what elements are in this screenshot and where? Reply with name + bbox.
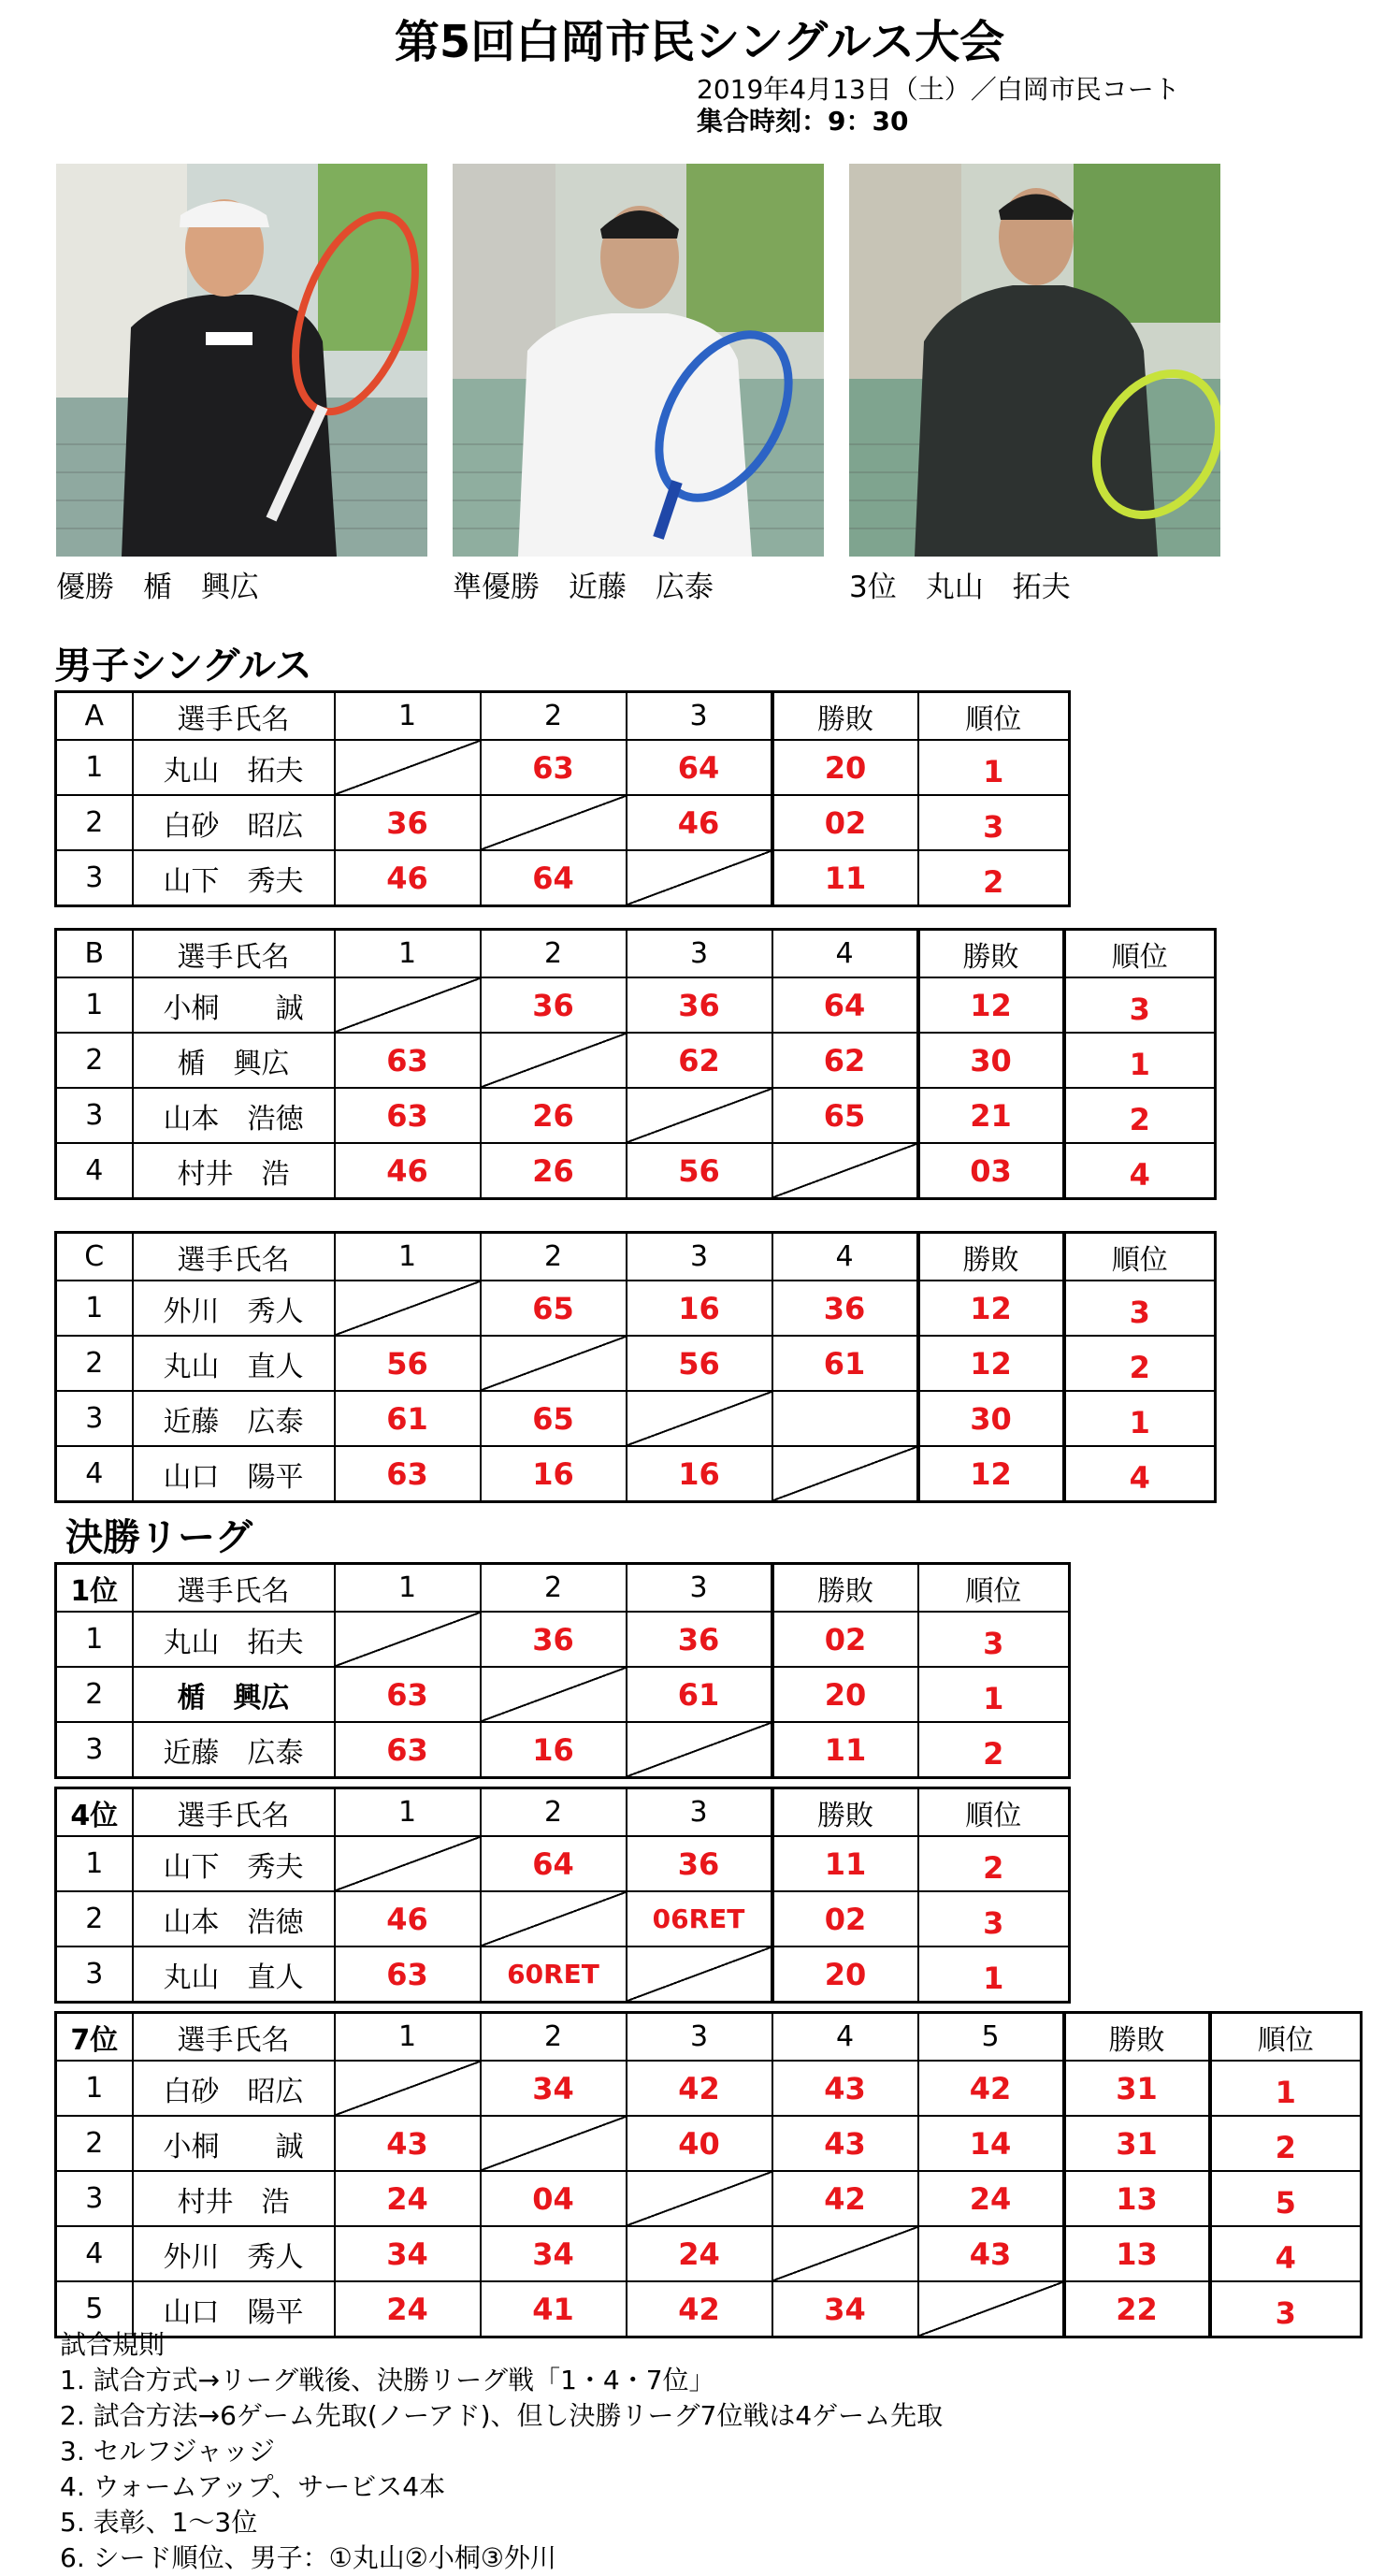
score-cell: 56 (335, 1336, 481, 1391)
diagonal-cell (481, 1336, 627, 1391)
diagonal-cell (481, 1891, 627, 1946)
win-loss-cell: 30 (918, 1391, 1064, 1446)
rule-item: 3. セルフジャッジ (60, 2436, 275, 2467)
page-title: 第5回白岡市民シングルス大会 (394, 16, 1005, 68)
runner-up-photo (453, 164, 824, 557)
player-name: 楯 興広 (133, 1667, 335, 1722)
runner-up-caption: 準優勝 近藤 広泰 (453, 571, 714, 604)
score-cell: 61 (335, 1391, 481, 1446)
rank-cell: 1 (1064, 1391, 1216, 1446)
group-label: C (56, 1233, 133, 1281)
score-cell: 41 (481, 2281, 627, 2337)
player-name: 山下 秀夫 (133, 850, 335, 906)
score-cell: 63 (481, 740, 627, 795)
player-name: 丸山 拓夫 (133, 740, 335, 795)
third-place-caption: 3位 丸山 拓夫 (849, 571, 1071, 604)
score-cell: 43 (918, 2226, 1064, 2281)
group-label: 4位 (56, 1788, 133, 1837)
score-cell: 63 (335, 1946, 481, 2003)
header-col: 1 (335, 1564, 481, 1613)
score-cell: 36 (481, 1612, 627, 1667)
table-row (56, 740, 1070, 795)
win-loss-cell: 31 (1064, 2061, 1210, 2116)
diagonal-cell (627, 1722, 772, 1778)
player-name: 村井 浩 (133, 2171, 335, 2226)
group-label: B (56, 930, 133, 978)
mens-singles-heading: 男子シングルス (54, 644, 312, 687)
win-loss-cell: 03 (918, 1143, 1064, 1199)
table-row (56, 1391, 1216, 1446)
diagonal-cell (335, 740, 481, 795)
header-col: 3 (627, 1788, 772, 1837)
win-loss-cell: 11 (772, 1836, 918, 1891)
header-col: 3 (627, 930, 772, 978)
score-cell: 16 (627, 1281, 772, 1336)
final-4th-table (54, 1787, 1071, 2004)
league-b-table (54, 928, 1217, 1200)
header-col: 1 (335, 2013, 481, 2062)
rank-cell: 1 (918, 740, 1070, 795)
score-cell: 06RET (627, 1891, 772, 1946)
header-col: 1 (335, 930, 481, 978)
score-cell (772, 1391, 918, 1446)
table-row (56, 850, 1070, 906)
win-loss-cell: 20 (772, 740, 918, 795)
rules-heading: 試合規則 (60, 2329, 166, 2360)
table-row (56, 1088, 1216, 1143)
score-cell: 65 (481, 1391, 627, 1446)
win-loss-cell: 13 (1064, 2226, 1210, 2281)
third-place-photo (849, 164, 1220, 557)
table-row (56, 1667, 1070, 1722)
row-no: 2 (56, 2116, 133, 2171)
group-label: 1位 (56, 1564, 133, 1613)
header-rank: 順位 (1064, 1233, 1216, 1281)
score-cell: 14 (918, 2116, 1064, 2171)
table-row (56, 1336, 1216, 1391)
table-header-row (56, 1564, 1070, 1613)
score-cell: 63 (335, 1446, 481, 1502)
header-wl: 勝敗 (918, 930, 1064, 978)
table-row (56, 977, 1216, 1033)
score-cell: 46 (335, 850, 481, 906)
player-name: 山本 浩徳 (133, 1088, 335, 1143)
score-cell: 65 (772, 1088, 918, 1143)
row-no: 1 (56, 977, 133, 1033)
score-cell: 36 (627, 1836, 772, 1891)
rank-cell: 4 (1064, 1143, 1216, 1199)
rank-cell: 3 (1064, 977, 1216, 1033)
player-name: 楯 興広 (133, 1033, 335, 1088)
header-wl: 勝敗 (918, 1233, 1064, 1281)
player-name: 山口 陽平 (133, 2281, 335, 2337)
win-loss-cell: 02 (772, 1612, 918, 1667)
row-no: 1 (56, 1836, 133, 1891)
row-no: 2 (56, 1891, 133, 1946)
table-row (56, 2226, 1362, 2281)
header-rank: 順位 (1064, 930, 1216, 978)
rank-cell: 2 (918, 1836, 1070, 1891)
score-cell: 24 (335, 2171, 481, 2226)
player-name: 丸山 直人 (133, 1336, 335, 1391)
diagonal-cell (335, 1612, 481, 1667)
score-cell: 16 (481, 1722, 627, 1778)
header-col: 1 (335, 692, 481, 741)
score-cell: 16 (627, 1446, 772, 1502)
player-name: 近藤 広泰 (133, 1722, 335, 1778)
table-header-row (56, 2013, 1362, 2062)
score-cell: 56 (627, 1143, 772, 1199)
row-no: 2 (56, 1033, 133, 1088)
rank-cell: 3 (1210, 2281, 1362, 2337)
rank-cell: 5 (1210, 2171, 1362, 2226)
score-cell: 24 (335, 2281, 481, 2337)
score-cell: 62 (772, 1033, 918, 1088)
diagonal-cell (627, 850, 772, 906)
row-no: 4 (56, 1446, 133, 1502)
player-name: 白砂 昭広 (133, 795, 335, 850)
score-cell: 64 (772, 977, 918, 1033)
score-cell: 65 (481, 1281, 627, 1336)
row-no: 4 (56, 2226, 133, 2281)
header-col: 2 (481, 1233, 627, 1281)
table-header-row (56, 692, 1070, 741)
header-col: 2 (481, 1564, 627, 1613)
diagonal-cell (627, 1088, 772, 1143)
table-header-row (56, 1788, 1070, 1837)
table-row (56, 2116, 1362, 2171)
header-col: 3 (627, 1564, 772, 1613)
assembly-time: 集合時刻：9：30 (697, 106, 909, 137)
header-col: 2 (481, 692, 627, 741)
header-name: 選手氏名 (133, 930, 335, 978)
header-col: 1 (335, 1233, 481, 1281)
table-row (56, 2171, 1362, 2226)
header-rank: 順位 (1210, 2013, 1362, 2062)
header-col: 3 (627, 2013, 772, 2062)
header-col: 3 (627, 1233, 772, 1281)
winner-caption: 優勝 楯 興広 (56, 571, 259, 604)
header-name: 選手氏名 (133, 1564, 335, 1613)
diagonal-cell (627, 1391, 772, 1446)
score-cell: 63 (335, 1088, 481, 1143)
win-loss-cell: 12 (918, 1281, 1064, 1336)
score-cell: 43 (772, 2061, 918, 2116)
diagonal-cell (335, 977, 481, 1033)
event-date-venue: 2019年4月13日（土）／白岡市民コート (697, 74, 1180, 105)
player-name: 近藤 広泰 (133, 1391, 335, 1446)
score-cell: 24 (918, 2171, 1064, 2226)
score-cell: 34 (335, 2226, 481, 2281)
diagonal-cell (481, 795, 627, 850)
table-row (56, 1836, 1070, 1891)
rank-cell: 2 (1210, 2116, 1362, 2171)
row-no: 3 (56, 850, 133, 906)
score-cell: 46 (335, 1891, 481, 1946)
diagonal-cell (481, 1667, 627, 1722)
final-league-heading: 決勝リーグ (65, 1516, 252, 1559)
score-cell: 16 (481, 1446, 627, 1502)
rank-cell: 3 (918, 795, 1070, 850)
score-cell: 26 (481, 1143, 627, 1199)
player-name: 山下 秀夫 (133, 1836, 335, 1891)
table-row (56, 1446, 1216, 1502)
score-cell: 46 (335, 1143, 481, 1199)
final-7th-table (54, 2011, 1363, 2338)
group-label: A (56, 692, 133, 741)
score-cell: 63 (335, 1722, 481, 1778)
header-col: 4 (772, 930, 918, 978)
win-loss-cell: 13 (1064, 2171, 1210, 2226)
win-loss-cell: 11 (772, 1722, 918, 1778)
score-cell: 42 (627, 2281, 772, 2337)
score-cell: 64 (481, 850, 627, 906)
header-rank: 順位 (918, 1788, 1070, 1837)
table-row (56, 1281, 1216, 1336)
table-row (56, 795, 1070, 850)
header-col: 2 (481, 930, 627, 978)
header-name: 選手氏名 (133, 1233, 335, 1281)
diagonal-cell (335, 1281, 481, 1336)
win-loss-cell: 12 (918, 977, 1064, 1033)
player-name: 丸山 拓夫 (133, 1612, 335, 1667)
row-no: 3 (56, 1722, 133, 1778)
header-col: 3 (627, 692, 772, 741)
win-loss-cell: 12 (918, 1336, 1064, 1391)
league-c-table (54, 1231, 1217, 1503)
player-name: 村井 浩 (133, 1143, 335, 1199)
header-wl: 勝敗 (772, 1564, 918, 1613)
score-cell: 36 (481, 977, 627, 1033)
diagonal-cell (772, 2226, 918, 2281)
score-cell: 64 (627, 740, 772, 795)
header-col: 4 (772, 1233, 918, 1281)
row-no: 4 (56, 1143, 133, 1199)
win-loss-cell: 02 (772, 1891, 918, 1946)
win-loss-cell: 21 (918, 1088, 1064, 1143)
rule-item: 4. ウォームアップ、サービス4本 (60, 2471, 446, 2502)
diagonal-cell (627, 1946, 772, 2003)
match-rules (60, 2327, 943, 2576)
rank-cell: 1 (918, 1667, 1070, 1722)
player-name: 丸山 直人 (133, 1946, 335, 2003)
player-name: 小桐 誠 (133, 977, 335, 1033)
header-name: 選手氏名 (133, 1788, 335, 1837)
win-loss-cell: 12 (918, 1446, 1064, 1502)
score-cell: 40 (627, 2116, 772, 2171)
player-name: 山本 浩徳 (133, 1891, 335, 1946)
score-cell: 60RET (481, 1946, 627, 2003)
rank-cell: 2 (918, 1722, 1070, 1778)
row-no: 1 (56, 740, 133, 795)
table-row (56, 1722, 1070, 1778)
win-loss-cell: 20 (772, 1667, 918, 1722)
diagonal-cell (335, 1836, 481, 1891)
score-cell: 63 (335, 1033, 481, 1088)
score-cell: 36 (627, 977, 772, 1033)
score-cell: 62 (627, 1033, 772, 1088)
row-no: 1 (56, 1612, 133, 1667)
header-wl: 勝敗 (1064, 2013, 1210, 2062)
player-name: 外川 秀人 (133, 1281, 335, 1336)
rule-item: 5. 表彰、1～3位 (60, 2507, 258, 2538)
table-row (56, 2061, 1362, 2116)
row-no: 1 (56, 2061, 133, 2116)
rank-cell: 2 (1064, 1088, 1216, 1143)
score-cell: 36 (627, 1612, 772, 1667)
diagonal-cell (335, 2061, 481, 2116)
score-cell: 43 (335, 2116, 481, 2171)
score-cell: 36 (335, 795, 481, 850)
rank-cell: 2 (1064, 1336, 1216, 1391)
score-cell: 63 (335, 1667, 481, 1722)
player-name: 小桐 誠 (133, 2116, 335, 2171)
win-loss-cell: 20 (772, 1946, 918, 2003)
score-cell: 42 (918, 2061, 1064, 2116)
row-no: 1 (56, 1281, 133, 1336)
table-header-row (56, 1233, 1216, 1281)
rank-cell: 4 (1064, 1446, 1216, 1502)
table-header-row (56, 930, 1216, 978)
win-loss-cell: 22 (1064, 2281, 1210, 2337)
rank-cell: 1 (1210, 2061, 1362, 2116)
rank-cell: 2 (918, 850, 1070, 906)
league-a-table (54, 690, 1071, 907)
winner-photo (56, 164, 427, 557)
header-rank: 順位 (918, 692, 1070, 741)
score-cell: 04 (481, 2171, 627, 2226)
score-cell: 42 (627, 2061, 772, 2116)
rule-item: 2. 試合方法→6ゲーム先取(ノーアド)、但し決勝リーグ7位戦は4ゲーム先取 (60, 2400, 944, 2431)
header-col: 4 (772, 2013, 918, 2062)
score-cell: 64 (481, 1836, 627, 1891)
score-cell: 61 (627, 1667, 772, 1722)
score-cell: 34 (481, 2226, 627, 2281)
row-no: 5 (56, 2281, 133, 2337)
score-cell: 61 (772, 1336, 918, 1391)
player-name: 外川 秀人 (133, 2226, 335, 2281)
header-name: 選手氏名 (133, 692, 335, 741)
diagonal-cell (772, 1143, 918, 1199)
header-col: 1 (335, 1788, 481, 1837)
row-no: 3 (56, 1946, 133, 2003)
player-name: 白砂 昭広 (133, 2061, 335, 2116)
rank-cell: 3 (918, 1891, 1070, 1946)
win-loss-cell: 31 (1064, 2116, 1210, 2171)
win-loss-cell: 02 (772, 795, 918, 850)
win-loss-cell: 30 (918, 1033, 1064, 1088)
diagonal-cell (481, 2116, 627, 2171)
score-cell: 24 (627, 2226, 772, 2281)
table-row (56, 1891, 1070, 1946)
row-no: 3 (56, 1088, 133, 1143)
row-no: 3 (56, 2171, 133, 2226)
row-no: 3 (56, 1391, 133, 1446)
table-row (56, 1946, 1070, 2003)
group-label: 7位 (56, 2013, 133, 2062)
score-cell: 46 (627, 795, 772, 850)
diagonal-cell (627, 2171, 772, 2226)
row-no: 2 (56, 1336, 133, 1391)
score-cell: 42 (772, 2171, 918, 2226)
rank-cell: 1 (1064, 1033, 1216, 1088)
header-wl: 勝敗 (772, 692, 918, 741)
score-cell: 34 (481, 2061, 627, 2116)
rank-cell: 3 (1064, 1281, 1216, 1336)
score-cell: 34 (772, 2281, 918, 2337)
score-cell: 43 (772, 2116, 918, 2171)
rank-cell: 3 (918, 1612, 1070, 1667)
header-col: 2 (481, 1788, 627, 1837)
table-row (56, 1612, 1070, 1667)
final-1st-table (54, 1562, 1071, 1779)
diagonal-cell (772, 1446, 918, 1502)
rank-cell: 4 (1210, 2226, 1362, 2281)
header-name: 選手氏名 (133, 2013, 335, 2062)
score-cell: 36 (772, 1281, 918, 1336)
diagonal-cell (481, 1033, 627, 1088)
table-row (56, 1033, 1216, 1088)
table-row (56, 1143, 1216, 1199)
score-cell: 56 (627, 1336, 772, 1391)
player-name: 山口 陽平 (133, 1446, 335, 1502)
header-col: 5 (918, 2013, 1064, 2062)
rule-item: 1. 試合方式→リーグ戦後、決勝リーグ戦「1・4・7位」 (60, 2365, 715, 2395)
header-col: 2 (481, 2013, 627, 2062)
header-wl: 勝敗 (772, 1788, 918, 1837)
row-no: 2 (56, 1667, 133, 1722)
rule-item: 6. シード順位、男子：①丸山②小桐③外川 (60, 2542, 556, 2573)
rank-cell: 1 (918, 1946, 1070, 2003)
win-loss-cell: 11 (772, 850, 918, 906)
score-cell: 26 (481, 1088, 627, 1143)
header-rank: 順位 (918, 1564, 1070, 1613)
row-no: 2 (56, 795, 133, 850)
